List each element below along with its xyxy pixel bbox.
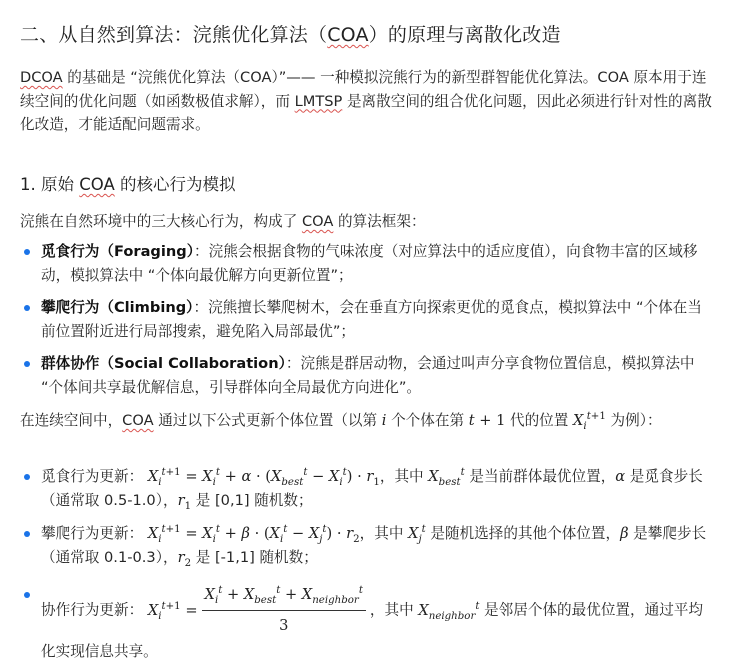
formula-desc-3: 是 [0,1] 随机数； — [191, 492, 313, 509]
term-dcoa: DCOA — [20, 69, 63, 86]
term-coa: COA — [301, 213, 334, 230]
behavior-name: 觅食行为（Foraging） — [41, 243, 194, 260]
subsection-title-post: 的核心行为模拟 — [114, 175, 236, 194]
formula-desc-2: 是觅食步长（通常取 0.5-1.0）， — [41, 468, 703, 509]
bullet-icon — [24, 531, 30, 537]
formula-collaboration: $X_i^{t+1}$ = $\frac{X_i^t + X_{best}^t + X_{neighbor}^t}{3}$ — [148, 602, 370, 619]
term-coa: COA — [79, 175, 115, 194]
intro-paragraph — [20, 66, 714, 137]
math-beta: β — [620, 525, 629, 542]
formula-label: 觅食行为更新： — [41, 468, 144, 485]
list-item-foraging — [20, 240, 716, 288]
behavior-desc: ：浣熊擅长攀爬树木，会在垂直方向探索更优的觅食点，模拟算法中 “个体在当前位置附近进行局部搜索，避免陷入局部最优”； — [41, 299, 702, 340]
formula-desc-1: 是邻居个体的最优位置，通过平均化实现信息共享。 — [41, 601, 703, 660]
intro-text-3: 原本用于连续空间的优化问题（如函数极值求解），而 — [20, 69, 707, 110]
behaviors-intro-post: 的算法框架： — [333, 213, 426, 230]
update-intro — [20, 409, 714, 433]
math-r1: $r_1$ — [177, 492, 192, 512]
subsection-title — [20, 171, 236, 195]
formula-item-collaboration — [20, 582, 716, 665]
formula-fraction: $\frac{X_i^t + X_{best}^t + X_{neighbor}^t}{3}$ — [202, 582, 366, 639]
list-item-climbing — [20, 296, 716, 344]
math-x-neighbor: $X_{neighbor}^t$ — [418, 600, 480, 622]
update-intro-text-1: 在连续空间中， — [20, 412, 123, 429]
math-x-i-t1: $X_i^{t+1}$ — [573, 411, 606, 432]
term-coa: COA — [597, 69, 629, 86]
formula-desc-2: 是攀爬步长（通常取 0.1-0.3）， — [41, 525, 707, 566]
behavior-desc: ：浣熊会根据食物的气味浓度（对应算法中的适应度值），向食物丰富的区域移动，模拟算法中 “个体向最优解方向更新位置”； — [41, 243, 698, 284]
behaviors-intro-pre: 浣熊在自然环境中的三大核心行为，构成了 — [20, 213, 302, 230]
update-intro-text-3: 个个体在第 — [386, 412, 469, 429]
update-intro-text-5: 为例）： — [605, 412, 662, 429]
behavior-name: 攀爬行为（Climbing） — [41, 299, 194, 316]
behaviors-intro — [20, 210, 714, 234]
math-alpha: α — [615, 468, 626, 485]
formula-foraging: $X_i^{t+1} = X_i^t + \alpha \cdot (X_{best}^t - X_i^t) \cdot r_1$ — [147, 467, 380, 488]
subsection-title-pre: 1. 原始 — [20, 175, 80, 194]
math-r2: $r_2$ — [177, 549, 192, 569]
term-lmtsp: LMTSP — [294, 92, 343, 110]
intro-text-4: 是离散空间的组合优化问题，因此必须进行针对性的离散化改造，才能适配问题需求。 — [20, 92, 712, 133]
bullet-icon — [24, 474, 30, 480]
math-x-best: $X_{best}^t$ — [428, 467, 465, 488]
formula-item-foraging — [20, 465, 716, 513]
bullet-icon — [24, 361, 30, 367]
bullet-icon — [24, 592, 30, 598]
formula-item-climbing — [20, 522, 716, 570]
formula-desc-1: 是随机选择的其他个体位置， — [425, 525, 621, 542]
formula-desc-1: 是当前群体最优位置， — [464, 468, 616, 485]
behavior-desc: ：浣熊是群居动物，会通过叫声分享食物位置信息，模拟算法中 “个体间共享最优解信息，引导群体向全局最优方向进化”。 — [41, 355, 695, 396]
section-heading — [20, 20, 561, 47]
update-intro-text-4: 代的位置 — [505, 412, 574, 429]
formula-mid: ，其中 — [359, 525, 409, 542]
formula-label: 攀爬行为更新： — [41, 525, 144, 542]
math-t-plus-1: t + 1 — [468, 412, 506, 429]
formula-mid: ，其中 — [379, 468, 429, 485]
formula-mid: ，其中 — [369, 601, 419, 619]
heading-coa: COA — [327, 24, 369, 46]
heading-text-end: ）的原理与离散化改造 — [368, 24, 561, 46]
formula-label: 协作行为更新： — [41, 601, 144, 619]
intro-text-1: 的基础是 “浣熊优化算法（ — [62, 69, 241, 86]
list-item-collaboration — [20, 352, 716, 400]
math-x-j: $X_j^t$ — [408, 524, 426, 545]
math-i: i — [381, 412, 387, 429]
bullet-icon — [24, 249, 30, 255]
behavior-name: 群体协作（Social Collaboration） — [41, 355, 286, 372]
term-coa: COA — [240, 69, 272, 86]
intro-text-2: ）”—— 一种模拟浣熊行为的新型群智能优化算法。 — [271, 69, 598, 86]
update-intro-text-2: 通过以下公式更新个体位置（以第 — [153, 412, 382, 429]
heading-text: 二、从自然到算法：浣熊优化算法（ — [20, 24, 328, 46]
bullet-icon — [24, 305, 30, 311]
formula-desc-3: 是 [-1,1] 随机数； — [191, 549, 318, 566]
term-coa: COA — [122, 412, 154, 429]
formula-climbing: $X_i^{t+1} = X_i^t + \beta \cdot (X_i^t - X_j^t) \cdot r_2$ — [147, 524, 360, 545]
